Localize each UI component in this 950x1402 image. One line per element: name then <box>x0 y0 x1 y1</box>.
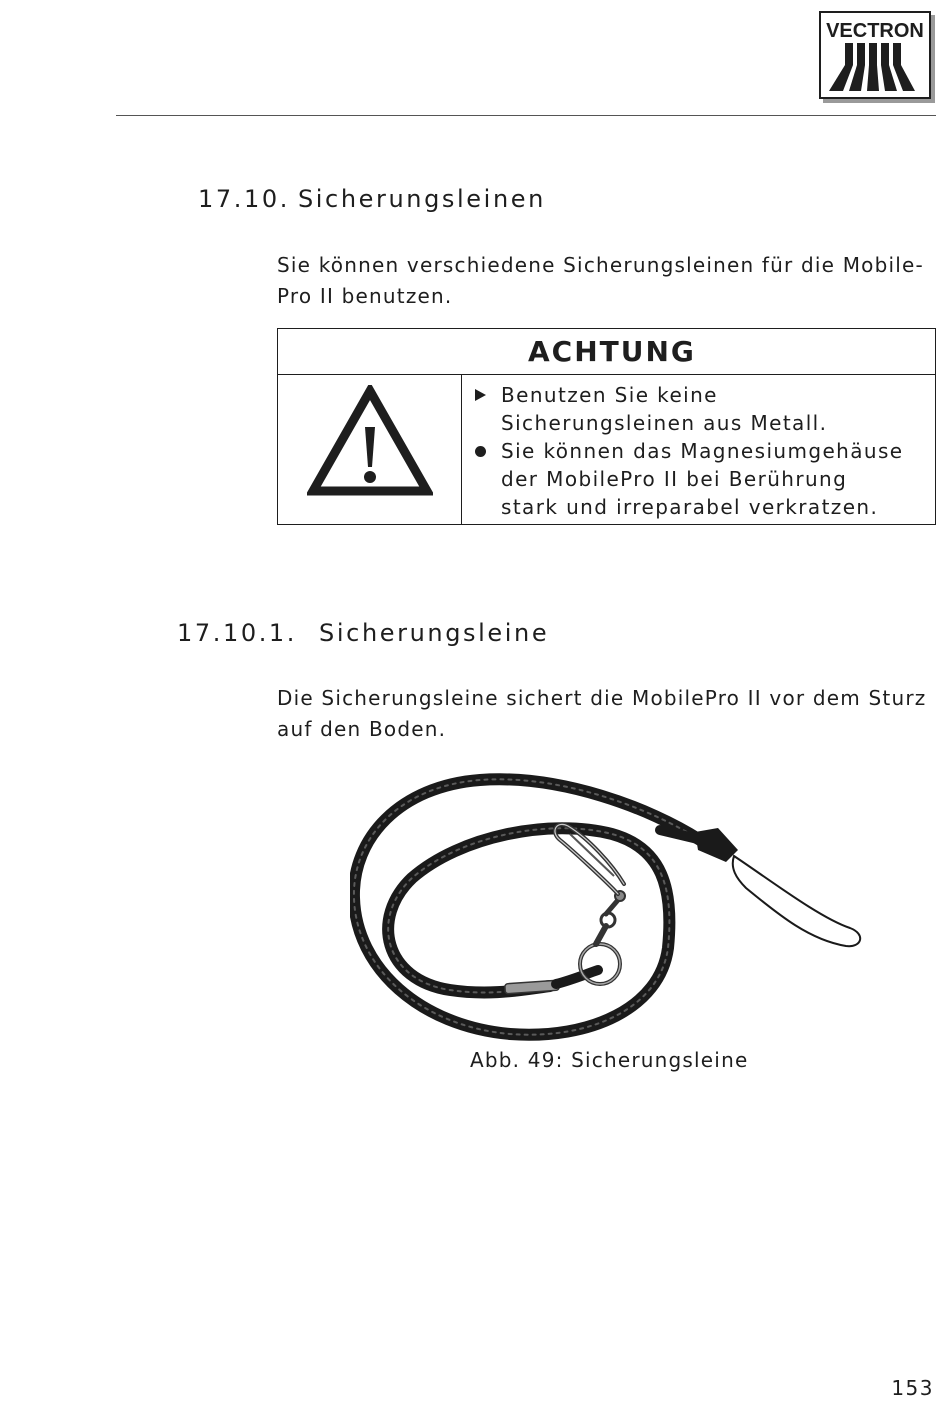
warning-item-line: Benutzen Sie keine <box>501 383 718 407</box>
subsection-heading <box>177 619 549 647</box>
warning-item <box>473 437 933 521</box>
vectron-logo <box>819 11 931 99</box>
warning-divider <box>461 374 462 524</box>
subsection-line: Die Sicherungsleine sichert die MobilePro II vor dem Sturz <box>277 686 927 710</box>
subsection-number: 17.10.1. <box>177 619 298 647</box>
subsection-title: Sicherungsleine <box>319 619 550 647</box>
page-number: 153 <box>891 1376 934 1400</box>
warning-item-line: Sie können das Magnesiumgehäuse <box>501 439 904 463</box>
header-rule <box>116 115 936 116</box>
warning-title-row <box>278 329 935 375</box>
warning-list <box>473 381 933 521</box>
subsection-line: auf den Boden. <box>277 717 447 741</box>
logo-text: VECTRON <box>826 20 924 42</box>
intro-line: Sie können verschiedene Sicherungsleinen für die Mobile- <box>277 253 924 277</box>
section-title: Sicherungsleinen <box>297 185 546 213</box>
triangle-bullet-icon <box>475 389 486 401</box>
warning-title: ACHTUNG <box>528 335 696 368</box>
subsection-text <box>277 683 937 745</box>
intro-line: Pro II benutzen. <box>277 284 453 308</box>
section-intro <box>277 250 927 312</box>
figure-caption: Abb. 49: Sicherungsleine <box>470 1048 749 1072</box>
lanyard-image <box>350 768 870 1048</box>
warning-box <box>277 328 936 525</box>
section-heading <box>198 185 546 213</box>
warning-item <box>473 381 933 437</box>
warning-item-line: Sicherungsleinen aus Metall. <box>501 411 828 435</box>
section-number: 17.10. <box>198 185 290 213</box>
warning-item-line: der MobilePro II bei Berührung <box>501 467 848 491</box>
warning-item-line: stark und irreparabel verkratzen. <box>501 495 879 519</box>
dot-bullet-icon <box>475 446 486 457</box>
lanyard-figure <box>350 768 870 1052</box>
warning-triangle-icon <box>307 385 433 501</box>
